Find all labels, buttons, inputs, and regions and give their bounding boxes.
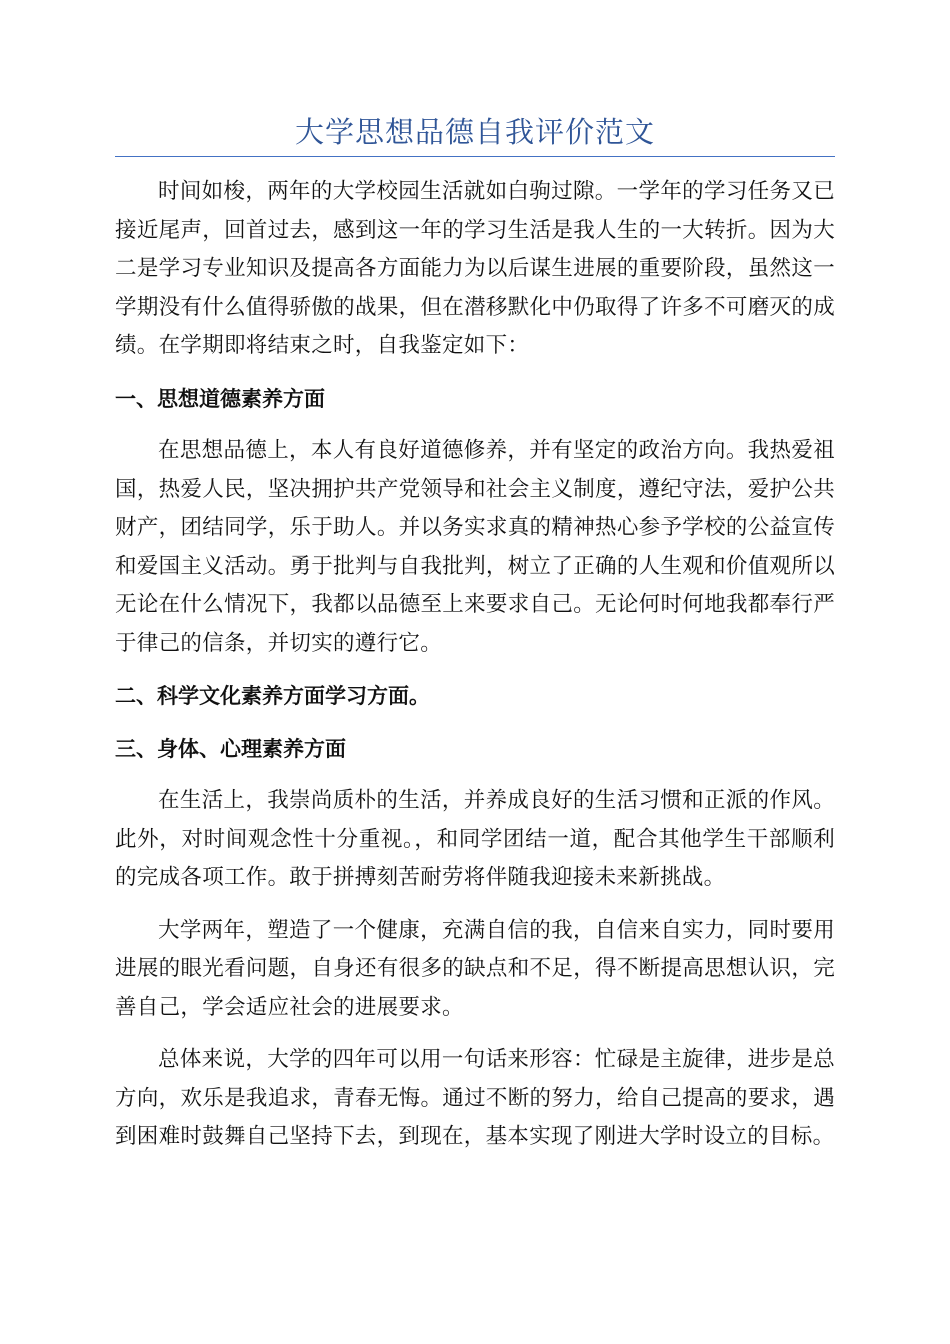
section-heading-physical: 三、身体、心理素养方面 (115, 736, 346, 761)
section-body-moral: 在思想品德上，本人有良好道德修养，并有坚定的政治方向。我热爱祖国，热爱人民，坚决拥护共产党领导和社会主义制度，遵纪守法，爱护公共财产，团结同学，乐于助人。并以务实求真的精神热心参予学校的公益宣传和爱国主义活动。勇于批判与自我批判，树立了正确的人生观和价值观所以无论在什么情况下，我都以品德至上来要求自己。无论何时何地我都奉行严于律己的信条，并切实的遵行它。 (115, 438, 835, 656)
intro-paragraph: 时间如梭，两年的大学校园生活就如白驹过隙。一学年的学习任务又已接近尾声，回首过去，感到这一年的学习生活是我人生的一大转折。因为大二是学习专业知识及提高各方面能力为以后谋生进展的重要阶段，虽然这一学期没有什么值得骄傲的战果，但在潜移默化中仍取得了许多不可磨灭的成绩。在学期即将结束之时，自我鉴定如下： (115, 179, 835, 358)
section-body-physical: 在生活上，我崇尚质朴的生活，并养成良好的生活习惯和正派的作风。此外，对时间观念性十分重视。，和同学团结一道，配合其他学生干部顺利的完成各项工作。敢于拼搏刻苦耐劳将伴随我迎接未来新挑战。 (115, 788, 835, 890)
closing-paragraph-2: 总体来说，大学的四年可以用一句话来形容：忙碌是主旋律，进步是总方向，欢乐是我追求，青春无悔。通过不断的努力，给自己提高的要求，遇到困难时鼓舞自己坚持下去，到现在，基本实现了刚进大学时设立的目标。 (115, 1047, 835, 1149)
section-heading-moral: 一、思想道德素养方面 (115, 386, 325, 411)
closing-paragraph-1: 大学两年，塑造了一个健康，充满自信的我，自信来自实力，同时要用进展的眼光看问题，自身还有很多的缺点和不足，得不断提高思想认识，完善自己，学会适应社会的进展要求。 (115, 917, 835, 1020)
document-title: 大学思想品德自我评价范文 (115, 110, 835, 157)
section-heading-science: 二、科学文化素养方面学习方面。 (115, 684, 430, 708)
document-page (115, 110, 835, 1171)
document-body (115, 173, 835, 1157)
